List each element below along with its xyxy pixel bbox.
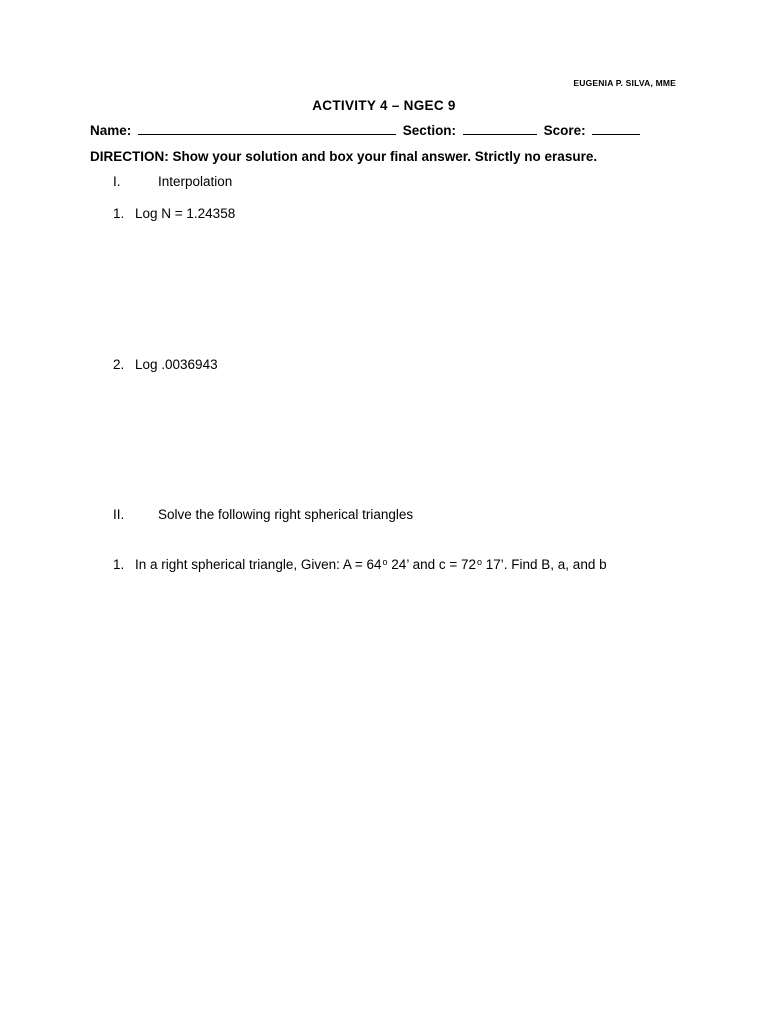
direction-text: DIRECTION: Show your solution and box your final answer. Strictly no erasure. bbox=[90, 149, 598, 164]
student-info-line bbox=[90, 123, 643, 138]
degree-symbol: o bbox=[477, 557, 483, 567]
item-number: 2. bbox=[113, 357, 125, 372]
score-label: Score: bbox=[543, 123, 586, 138]
section-blank[interactable] bbox=[463, 123, 537, 135]
item-text-part-a: In a right spherical triangle, Given: A = 64 bbox=[135, 557, 382, 572]
degree-symbol: o bbox=[382, 557, 388, 567]
item-number: 1. bbox=[113, 557, 125, 572]
name-label: Name: bbox=[90, 123, 132, 138]
name-blank[interactable] bbox=[138, 123, 396, 135]
item-text: Log .0036943 bbox=[135, 357, 218, 372]
part1-numeral: I. bbox=[113, 174, 121, 189]
item-text-part-b: 24’ and c = 72 bbox=[387, 557, 476, 572]
part2-numeral: II. bbox=[113, 507, 125, 522]
part1-title: Interpolation bbox=[158, 174, 233, 189]
score-blank[interactable] bbox=[592, 123, 640, 135]
author-name: EUGENIA P. SILVA, MME bbox=[573, 78, 676, 88]
part2-title: Solve the following right spherical triangles bbox=[158, 507, 414, 522]
item-number: 1. bbox=[113, 206, 125, 221]
item-text-part-c: 17’. Find B, a, and b bbox=[482, 557, 607, 572]
page-title: ACTIVITY 4 – NGEC 9 bbox=[312, 98, 456, 113]
section-label: Section: bbox=[402, 123, 457, 138]
item-text: Log N = 1.24358 bbox=[135, 206, 236, 221]
item-text bbox=[135, 557, 607, 572]
